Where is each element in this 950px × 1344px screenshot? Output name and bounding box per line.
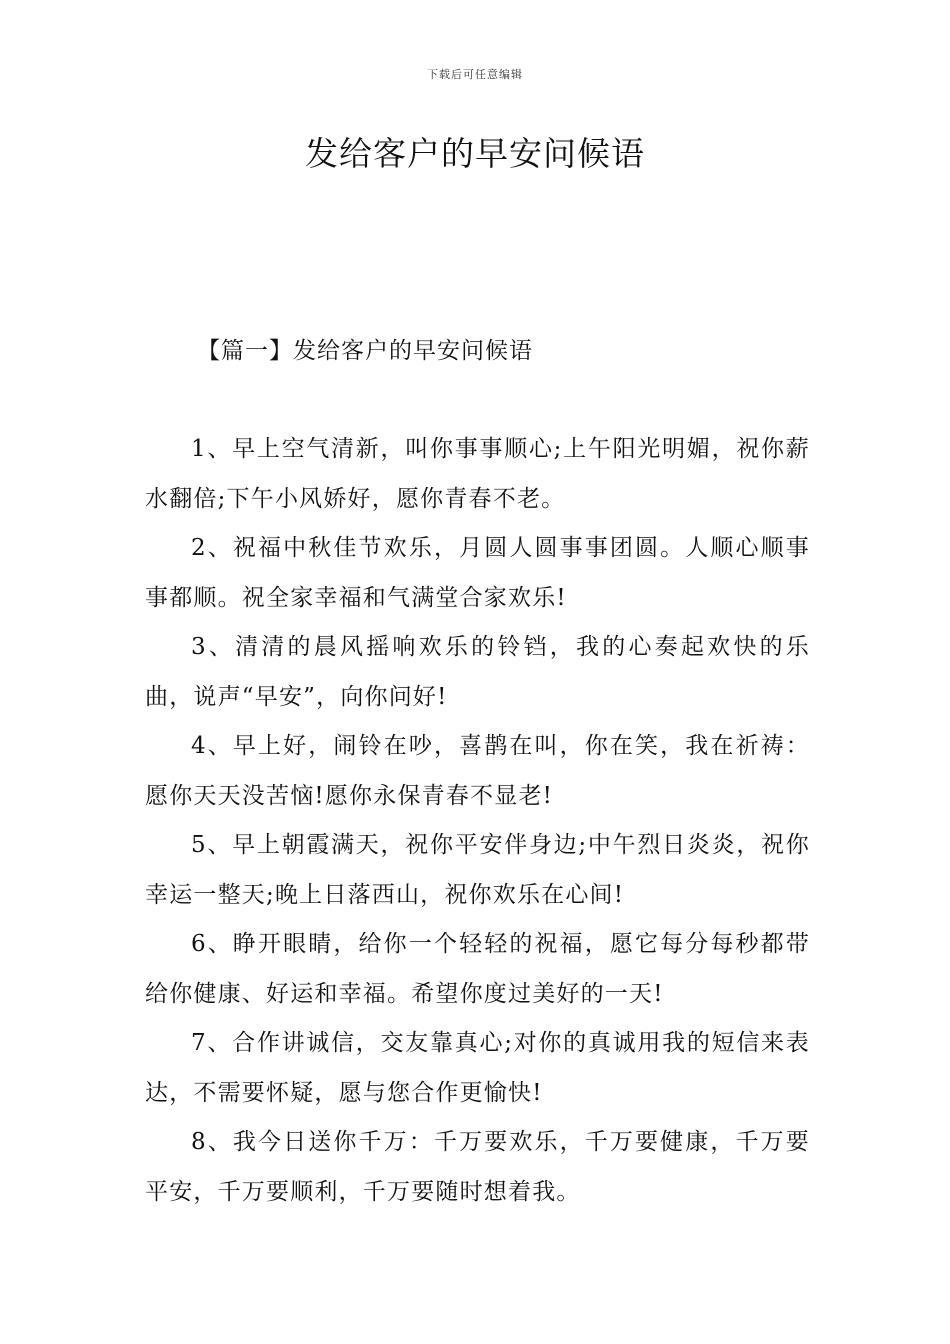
paragraph-6: 6、睁开眼睛，给你一个轻轻的祝福，愿它每分每秒都带给你健康、好运和幸福。希望你度过美好的一天! bbox=[145, 931, 810, 1007]
paragraph-5: 5、早上朝霞满天，祝你平安伴身边;中午烈日炎炎，祝你幸运一整天;晚上日落西山，祝你欢乐在心间! bbox=[145, 832, 810, 908]
body-text bbox=[145, 425, 810, 1217]
paragraph-8: 8、我今日送你千万：千万要欢乐，千万要健康，千万要平安，千万要顺利，千万要随时想着我。 bbox=[145, 1129, 810, 1205]
paragraph-7: 7、合作讲诚信，交友靠真心;对你的真诚用我的短信来表达，不需要怀疑，愿与您合作更愉快! bbox=[145, 1030, 810, 1106]
header-note: 下载后可任意编辑 bbox=[427, 68, 523, 81]
paragraph-4: 4、早上好，闹铃在吵，喜鹊在叫，你在笑，我在祈祷：愿你天天没苦恼!愿你永保青春不显老! bbox=[145, 733, 810, 809]
paragraph-1: 1、早上空气清新，叫你事事顺心;上午阳光明媚，祝你薪水翻倍;下午小风娇好，愿你青春不老。 bbox=[145, 436, 810, 512]
document-title: 发给客户的早安问候语 bbox=[305, 134, 645, 173]
paragraph-3: 3、清清的晨风摇响欢乐的铃铛，我的心奏起欢快的乐曲，说声“早安”，向你问好! bbox=[145, 634, 810, 710]
paragraph-2: 2、祝福中秋佳节欢乐，月圆人圆事事团圆。人顺心顺事事都顺。祝全家幸福和气满堂合家欢乐! bbox=[145, 535, 810, 611]
section-heading: 【篇一】发给客户的早安问候语 bbox=[197, 338, 533, 364]
